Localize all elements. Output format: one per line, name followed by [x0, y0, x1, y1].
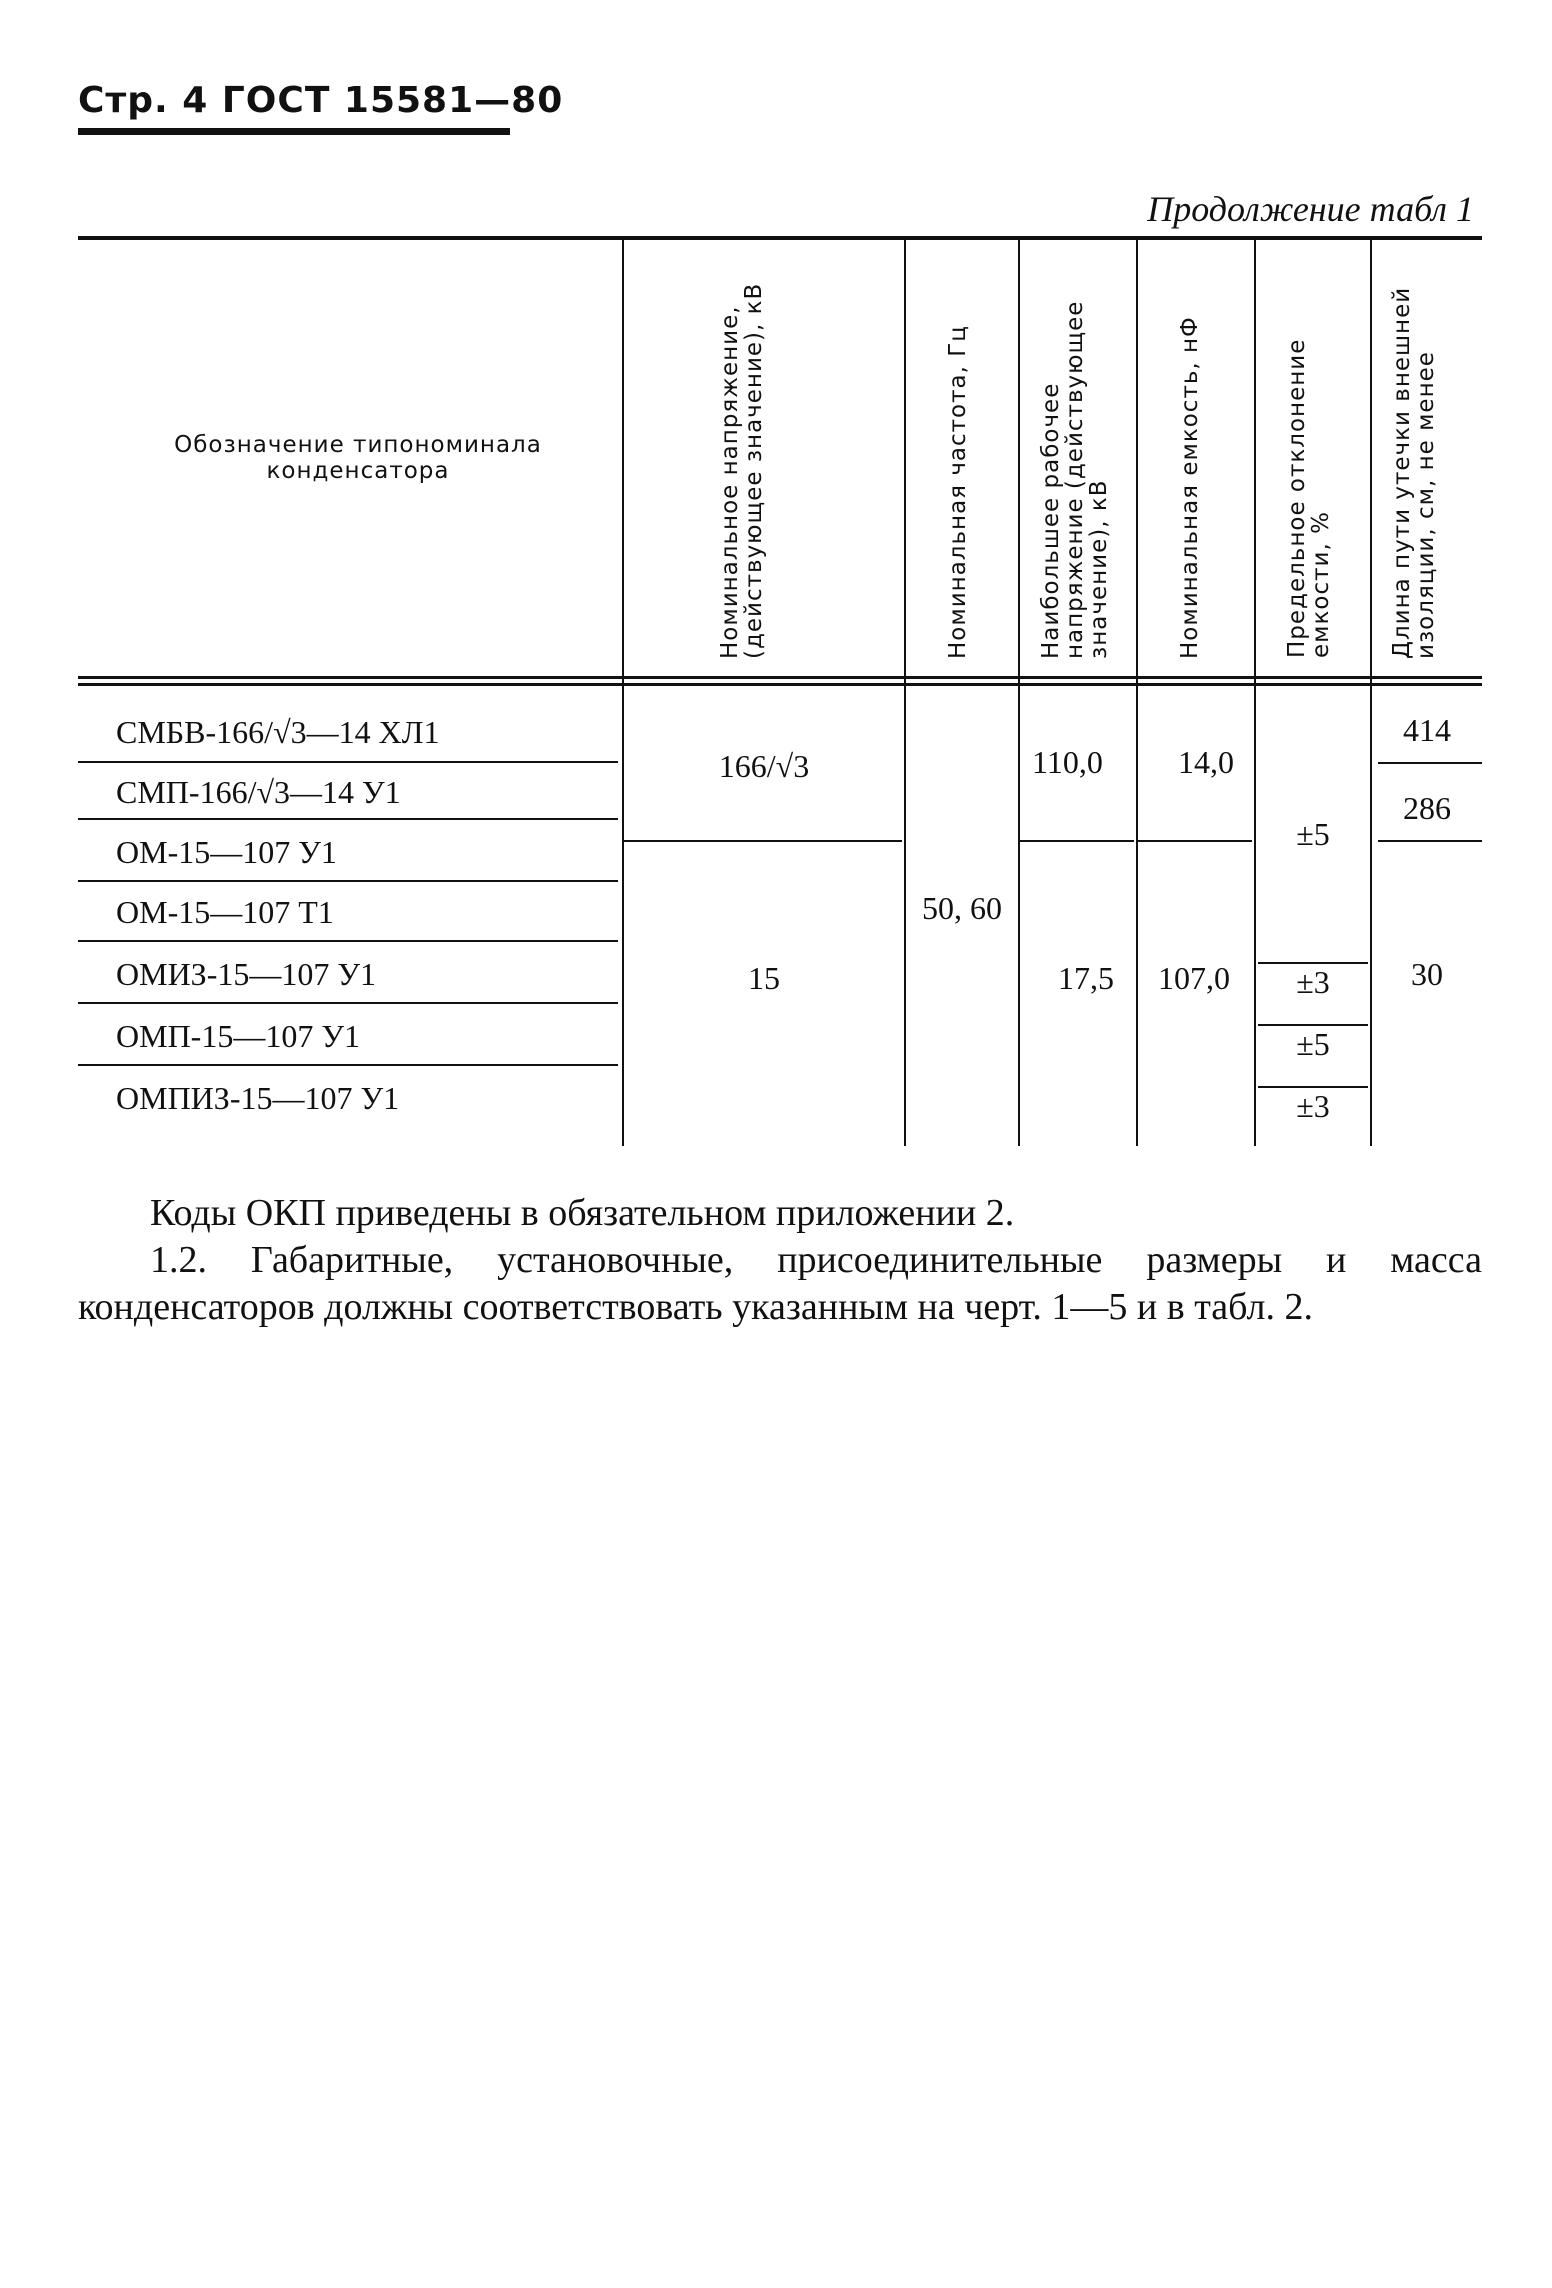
- creepage-rule: [1378, 762, 1482, 764]
- tolerance-cell: ±3: [1296, 964, 1330, 1000]
- table-continuation-label: Продолжение табл 1: [1147, 189, 1474, 229]
- designation-cell: ОМ-15—107 Т1: [116, 894, 334, 930]
- page-header: [78, 80, 563, 121]
- row-rule: [78, 1064, 618, 1066]
- header-rated-voltage: Номинальное напряжение, (действующее значение), кВ: [717, 282, 767, 659]
- col-divider: [904, 240, 906, 1146]
- designation-cell: ОМПИЗ-15—107 У1: [116, 1080, 400, 1116]
- max-voltage-cell: 17,5: [1058, 960, 1114, 996]
- tolerance-cell: ±3: [1296, 1088, 1330, 1124]
- row-rule: [78, 761, 618, 763]
- col-divider: [1370, 240, 1372, 1146]
- spec-table: [78, 236, 1482, 1146]
- row-rule: [78, 1002, 618, 1004]
- table-top-rule: [78, 236, 1482, 240]
- group-rule: [1138, 840, 1252, 842]
- designation-cell: СМБВ-166/√3—14 ХЛ1: [116, 714, 440, 750]
- col-divider: [1254, 240, 1256, 1146]
- designation-cell: СМП-166/√3—14 У1: [116, 774, 401, 810]
- rated-voltage-cell: 15: [748, 960, 780, 996]
- group-rule: [624, 840, 902, 842]
- header-creepage: Длина пути утечки внешней изоляции, см, не менее: [1389, 286, 1439, 659]
- header-bottom-rule-2: [78, 683, 1482, 686]
- row-rule: [78, 880, 618, 882]
- rated-voltage-cell: 166/√3: [718, 748, 810, 784]
- header-bottom-rule: [78, 676, 1482, 679]
- frequency-cell: 50, 60: [922, 890, 1002, 926]
- capacitance-cell: 14,0: [1178, 744, 1234, 780]
- body-text: [78, 1190, 1482, 1331]
- col-divider: [1136, 240, 1138, 1146]
- header-capacitance: Номинальная емкость, нФ: [1177, 316, 1203, 659]
- designation-cell: ОМИЗ-15—107 У1: [116, 956, 377, 992]
- page-number: Стр. 4: [78, 80, 209, 121]
- header-rule: [78, 128, 510, 135]
- designation-cell: ОМП-15—107 У1: [116, 1018, 360, 1054]
- standard-number: ГОСТ 15581—80: [221, 80, 564, 121]
- row-rule: [78, 940, 618, 942]
- header-designation: Обозначение типономинала конденсатора: [174, 432, 542, 484]
- creepage-cell: 286: [1403, 790, 1451, 826]
- row-rule: [78, 818, 618, 820]
- creepage-cell: 30: [1411, 956, 1443, 992]
- header-max-voltage: Наибольшее рабочее напряжение (действующее значение), кВ: [1038, 300, 1112, 659]
- designation-cell: ОМ-15—107 У1: [116, 834, 337, 870]
- header-frequency: Номинальная частота, Гц: [945, 325, 971, 659]
- tolerance-cell: ±5: [1296, 1026, 1330, 1062]
- header-tolerance: Предельное отклонение емкости, %: [1284, 338, 1334, 658]
- col-divider: [622, 240, 624, 1146]
- group-rule: [1020, 840, 1134, 842]
- clause-1-2: 1.2. Габаритные, установочные, присоединительные размеры и масса конденсаторов должны соответствовать указанным на черт. 1—5 и в табл. 2.: [78, 1239, 1482, 1328]
- creepage-rule: [1378, 840, 1482, 842]
- okp-codes-sentence: Коды ОКП приведены в обязательном приложении 2.: [150, 1192, 1015, 1234]
- creepage-cell: 414: [1403, 712, 1451, 748]
- tolerance-cell: ±5: [1296, 816, 1330, 852]
- max-voltage-cell: 110,0: [1032, 744, 1103, 780]
- col-divider: [1018, 240, 1020, 1146]
- capacitance-cell: 107,0: [1158, 960, 1230, 996]
